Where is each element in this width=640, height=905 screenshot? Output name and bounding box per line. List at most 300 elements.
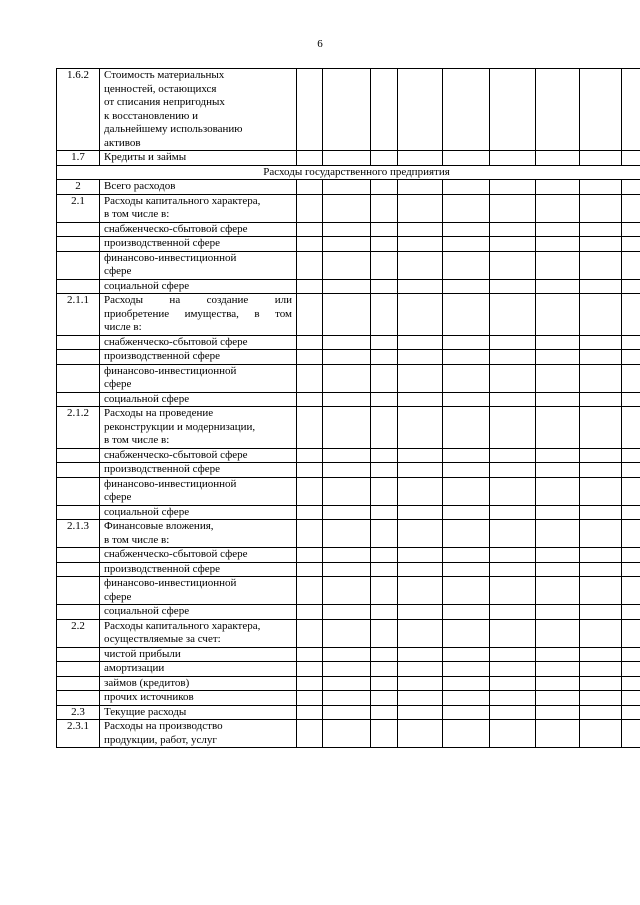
value-cell — [490, 463, 536, 478]
value-cell — [622, 705, 640, 720]
value-cell — [580, 619, 622, 647]
value-cell — [536, 720, 580, 748]
value-cell — [622, 222, 640, 237]
value-cell — [580, 647, 622, 662]
value-cell — [297, 294, 323, 336]
value-cell — [398, 279, 443, 294]
row-number: 1.7 — [57, 151, 100, 166]
value-cell — [323, 705, 371, 720]
table-row — [57, 705, 640, 720]
value-cell — [622, 237, 640, 252]
value-cell — [536, 294, 580, 336]
value-cell — [323, 577, 371, 605]
value-cell — [398, 364, 443, 392]
row-number — [57, 691, 100, 706]
row-label — [100, 237, 297, 252]
value-cell — [323, 605, 371, 620]
value-cell — [443, 279, 490, 294]
value-cell — [490, 69, 536, 151]
value-cell — [580, 448, 622, 463]
table-row — [57, 477, 640, 505]
value-cell — [323, 350, 371, 365]
value-cell — [297, 520, 323, 548]
value-cell — [297, 577, 323, 605]
value-cell — [443, 335, 490, 350]
row-label — [100, 720, 297, 748]
value-cell — [622, 505, 640, 520]
value-cell — [398, 562, 443, 577]
value-cell — [323, 548, 371, 563]
value-cell — [622, 364, 640, 392]
value-cell — [536, 619, 580, 647]
row-label-line: производственной сфере — [104, 237, 221, 249]
value-cell — [371, 335, 398, 350]
table-row — [57, 662, 640, 677]
value-cell — [580, 463, 622, 478]
value-cell — [371, 194, 398, 222]
row-label — [100, 505, 297, 520]
value-cell — [371, 69, 398, 151]
value-cell — [371, 548, 398, 563]
value-cell — [398, 237, 443, 252]
row-number — [57, 350, 100, 365]
row-number — [57, 222, 100, 237]
value-cell — [443, 662, 490, 677]
value-cell — [622, 294, 640, 336]
row-label-line: производственной сфере — [104, 562, 221, 575]
value-cell — [536, 448, 580, 463]
row-number — [57, 237, 100, 252]
value-cell — [323, 647, 371, 662]
value-cell — [622, 605, 640, 620]
value-cell — [443, 463, 490, 478]
value-cell — [297, 448, 323, 463]
value-cell — [323, 407, 371, 449]
table-row — [57, 505, 640, 520]
value-cell — [580, 180, 622, 195]
value-cell — [490, 180, 536, 195]
row-label — [100, 662, 297, 677]
value-cell — [371, 364, 398, 392]
value-cell — [398, 676, 443, 691]
value-cell — [443, 520, 490, 548]
table-row — [57, 463, 640, 478]
value-cell — [398, 294, 443, 336]
table-row — [57, 335, 640, 350]
value-cell — [580, 705, 622, 720]
value-cell — [622, 577, 640, 605]
row-label — [100, 619, 297, 647]
row-number — [57, 577, 100, 605]
row-label-line: социальной сфере — [104, 505, 190, 518]
row-label — [100, 577, 297, 605]
row-number: 2.3 — [57, 705, 100, 720]
table-row — [57, 691, 640, 706]
table-row — [57, 237, 640, 252]
table-body — [57, 69, 640, 748]
row-number — [57, 279, 100, 294]
row-label-line: сфере — [104, 378, 132, 390]
row-label-line: Кредиты и займы — [104, 151, 187, 163]
value-cell — [580, 335, 622, 350]
value-cell — [443, 705, 490, 720]
value-cell — [323, 335, 371, 350]
value-cell — [323, 505, 371, 520]
value-cell — [371, 350, 398, 365]
value-cell — [580, 222, 622, 237]
value-cell — [580, 562, 622, 577]
value-cell — [622, 477, 640, 505]
value-cell — [398, 463, 443, 478]
value-cell — [323, 619, 371, 647]
value-cell — [398, 194, 443, 222]
row-label-line: в том числе в: — [104, 208, 170, 220]
row-label — [100, 647, 297, 662]
value-cell — [490, 194, 536, 222]
table-row — [57, 279, 640, 294]
value-cell — [580, 676, 622, 691]
value-cell — [297, 69, 323, 151]
value-cell — [622, 350, 640, 365]
row-number: 2.3.1 — [57, 720, 100, 748]
value-cell — [536, 676, 580, 691]
value-cell — [580, 350, 622, 365]
value-cell — [443, 237, 490, 252]
row-label — [100, 477, 297, 505]
value-cell — [490, 705, 536, 720]
row-label-line: финансово-инвестиционной — [104, 251, 237, 264]
value-cell — [323, 562, 371, 577]
value-cell — [490, 392, 536, 407]
row-label-line: ценностей, остающихся — [104, 82, 217, 95]
value-cell — [622, 448, 640, 463]
value-cell — [297, 151, 323, 166]
value-cell — [580, 720, 622, 748]
value-cell — [297, 548, 323, 563]
value-cell — [297, 180, 323, 195]
table-row — [57, 520, 640, 548]
table-row — [57, 548, 640, 563]
row-label-line: в том числе в: — [104, 434, 170, 446]
row-number: 2.1.1 — [57, 294, 100, 336]
value-cell — [443, 562, 490, 577]
row-label-line: дальнейшему использованию — [104, 123, 243, 135]
row-label — [100, 180, 297, 195]
value-cell — [297, 662, 323, 677]
value-cell — [323, 448, 371, 463]
value-cell — [371, 720, 398, 748]
value-cell — [580, 605, 622, 620]
value-cell — [536, 705, 580, 720]
row-number: 2.2 — [57, 619, 100, 647]
value-cell — [323, 364, 371, 392]
value-cell — [536, 364, 580, 392]
row-number — [57, 392, 100, 407]
value-cell — [443, 69, 490, 151]
value-cell — [398, 548, 443, 563]
value-cell — [323, 180, 371, 195]
value-cell — [398, 691, 443, 706]
row-label-line: финансово-инвестиционной — [104, 477, 237, 490]
value-cell — [371, 222, 398, 237]
row-label-line: Стоимость материальных — [104, 69, 225, 81]
value-cell — [536, 279, 580, 294]
value-cell — [443, 477, 490, 505]
value-cell — [536, 662, 580, 677]
value-cell — [622, 619, 640, 647]
row-label — [100, 350, 297, 365]
value-cell — [622, 720, 640, 748]
value-cell — [323, 720, 371, 748]
value-cell — [622, 647, 640, 662]
row-number: 1.6.2 — [57, 69, 100, 151]
value-cell — [297, 619, 323, 647]
value-cell — [297, 676, 323, 691]
row-label-line: чистой прибыли — [104, 647, 181, 660]
table-row — [57, 619, 640, 647]
value-cell — [622, 691, 640, 706]
value-cell — [323, 662, 371, 677]
value-cell — [622, 407, 640, 449]
table-row — [57, 392, 640, 407]
table-row — [57, 448, 640, 463]
value-cell — [371, 463, 398, 478]
row-label — [100, 294, 297, 336]
value-cell — [297, 392, 323, 407]
row-number — [57, 364, 100, 392]
value-cell — [398, 605, 443, 620]
value-cell — [536, 335, 580, 350]
value-cell — [443, 691, 490, 706]
table-row — [57, 364, 640, 392]
value-cell — [536, 520, 580, 548]
value-cell — [580, 520, 622, 548]
value-cell — [490, 448, 536, 463]
row-label-line: производственной сфере — [104, 463, 221, 475]
value-cell — [398, 505, 443, 520]
table-row — [57, 350, 640, 365]
table-row — [57, 294, 640, 336]
value-cell — [490, 350, 536, 365]
value-cell — [536, 691, 580, 706]
table-row — [57, 151, 640, 166]
page-number: 6 — [317, 38, 323, 50]
value-cell — [398, 520, 443, 548]
value-cell — [297, 237, 323, 252]
value-cell — [490, 619, 536, 647]
row-label-line: амортизации — [104, 662, 165, 674]
value-cell — [398, 222, 443, 237]
row-label-line: Расходы на создание или — [104, 294, 292, 306]
row-label-line: сфере — [104, 590, 132, 603]
value-cell — [323, 251, 371, 279]
value-cell — [443, 222, 490, 237]
value-cell — [371, 251, 398, 279]
row-label-line: производственной сфере — [104, 350, 221, 362]
row-number: 2.1.3 — [57, 520, 100, 548]
row-label-line: Всего расходов — [104, 180, 176, 192]
value-cell — [622, 251, 640, 279]
row-label-line: активов — [104, 136, 141, 149]
value-cell — [398, 477, 443, 505]
row-number — [57, 662, 100, 677]
row-number — [57, 647, 100, 662]
value-cell — [490, 364, 536, 392]
value-cell — [371, 151, 398, 166]
row-label-line: от списания непригодных — [104, 96, 225, 108]
row-number — [57, 562, 100, 577]
value-cell — [622, 662, 640, 677]
value-cell — [443, 294, 490, 336]
value-cell — [536, 577, 580, 605]
value-cell — [323, 222, 371, 237]
row-label — [100, 705, 297, 720]
value-cell — [536, 194, 580, 222]
value-cell — [443, 392, 490, 407]
row-label-line: Текущие расходы — [104, 705, 187, 718]
value-cell — [622, 548, 640, 563]
value-cell — [490, 505, 536, 520]
value-cell — [371, 448, 398, 463]
value-cell — [297, 350, 323, 365]
value-cell — [371, 477, 398, 505]
row-label — [100, 251, 297, 279]
row-label — [100, 222, 297, 237]
value-cell — [622, 392, 640, 407]
value-cell — [323, 676, 371, 691]
value-cell — [297, 705, 323, 720]
value-cell — [371, 705, 398, 720]
row-label — [100, 676, 297, 691]
table-row — [57, 407, 640, 449]
value-cell — [580, 69, 622, 151]
row-number — [57, 335, 100, 350]
value-cell — [323, 69, 371, 151]
table-row — [57, 605, 640, 620]
value-cell — [371, 647, 398, 662]
table-row — [57, 562, 640, 577]
row-label — [100, 520, 297, 548]
section-title: Расходы государственного предприятия — [57, 165, 640, 180]
row-label-line: социальной сфере — [104, 605, 190, 617]
value-cell — [323, 294, 371, 336]
value-cell — [580, 251, 622, 279]
value-cell — [490, 294, 536, 336]
row-label — [100, 279, 297, 294]
value-cell — [580, 279, 622, 294]
row-label — [100, 407, 297, 449]
value-cell — [371, 605, 398, 620]
value-cell — [622, 676, 640, 691]
row-number: 2 — [57, 180, 100, 195]
row-label-line: финансово-инвестиционной — [104, 577, 237, 589]
row-label-line: снабженческо-сбытовой сфере — [104, 448, 248, 461]
value-cell — [398, 251, 443, 279]
table-row — [57, 69, 640, 151]
row-number — [57, 676, 100, 691]
value-cell — [398, 720, 443, 748]
value-cell — [490, 662, 536, 677]
table-row — [57, 577, 640, 605]
table-row — [57, 251, 640, 279]
value-cell — [371, 562, 398, 577]
value-cell — [443, 194, 490, 222]
value-cell — [490, 151, 536, 166]
value-cell — [490, 548, 536, 563]
row-label-line: числе в: — [104, 321, 142, 333]
value-cell — [443, 605, 490, 620]
row-number — [57, 505, 100, 520]
value-cell — [490, 222, 536, 237]
row-label — [100, 335, 297, 350]
value-cell — [536, 463, 580, 478]
value-cell — [371, 279, 398, 294]
value-cell — [580, 477, 622, 505]
value-cell — [371, 392, 398, 407]
value-cell — [536, 407, 580, 449]
row-label — [100, 364, 297, 392]
table-row — [57, 222, 640, 237]
value-cell — [490, 562, 536, 577]
value-cell — [297, 691, 323, 706]
value-cell — [536, 350, 580, 365]
value-cell — [536, 392, 580, 407]
value-cell — [580, 577, 622, 605]
row-label-line: прочих источников — [104, 691, 194, 703]
value-cell — [536, 69, 580, 151]
row-label — [100, 548, 297, 563]
row-label-line: Расходы на производство — [104, 720, 223, 732]
value-cell — [490, 279, 536, 294]
value-cell — [371, 662, 398, 677]
value-cell — [398, 705, 443, 720]
section-header-row — [57, 165, 640, 180]
value-cell — [536, 647, 580, 662]
row-number — [57, 251, 100, 279]
row-label-line: займов (кредитов) — [104, 676, 190, 689]
table-row — [57, 194, 640, 222]
value-cell — [323, 477, 371, 505]
value-cell — [297, 194, 323, 222]
value-cell — [580, 691, 622, 706]
value-cell — [580, 237, 622, 252]
value-cell — [297, 605, 323, 620]
value-cell — [490, 477, 536, 505]
row-label-line: социальной сфере — [104, 392, 190, 405]
value-cell — [536, 477, 580, 505]
value-cell — [490, 605, 536, 620]
value-cell — [622, 69, 640, 151]
value-cell — [443, 676, 490, 691]
value-cell — [371, 691, 398, 706]
row-label-line: финансово-инвестиционной — [104, 364, 237, 377]
value-cell — [297, 251, 323, 279]
row-number — [57, 477, 100, 505]
row-label — [100, 69, 297, 151]
row-label-line: снабженческо-сбытовой сфере — [104, 548, 248, 560]
value-cell — [297, 407, 323, 449]
value-cell — [536, 237, 580, 252]
row-label-line: Расходы капитального характера, — [104, 619, 261, 632]
value-cell — [536, 251, 580, 279]
value-cell — [297, 279, 323, 294]
value-cell — [398, 392, 443, 407]
table-row — [57, 676, 640, 691]
value-cell — [371, 619, 398, 647]
row-label-line: снабженческо-сбытовой сфере — [104, 222, 248, 235]
row-label-line: снабженческо-сбытовой сфере — [104, 335, 248, 348]
value-cell — [580, 505, 622, 520]
